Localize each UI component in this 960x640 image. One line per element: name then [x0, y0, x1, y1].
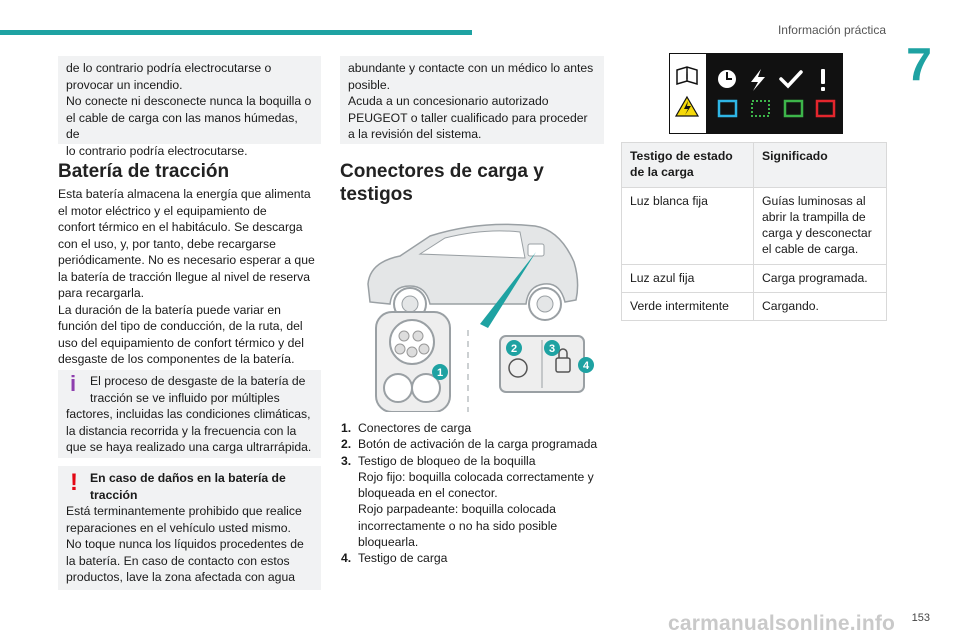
legend-text: incorrectamente o no ha sido posible [358, 518, 558, 533]
info-line: tracción se ve influido por múltiples [90, 390, 280, 405]
info-line: que se haya realizado una carga ultrarrápida. [66, 440, 312, 454]
charge-indicator-panel [669, 53, 843, 134]
table-header: Significado [754, 143, 887, 188]
warning-line: reparaciones en el vehículo usted mismo. [66, 520, 291, 535]
body-line: periódicamente. No es necesario esperar a que [58, 253, 315, 267]
callout-1-label: 1 [436, 367, 444, 379]
callout-4 [578, 357, 594, 373]
continued-warning-box [58, 56, 321, 158]
callout-3 [544, 340, 560, 356]
legend-item [341, 420, 606, 436]
legend-item [341, 436, 606, 452]
box-line: No conecte ni desconecte nunca la boquilla o [66, 94, 312, 108]
body-line: La duración de la batería puede variar en [58, 302, 281, 317]
table-cell: Cargando. [754, 293, 887, 321]
box-line: posible. [348, 77, 391, 92]
legend-number: 1. [341, 421, 352, 435]
charge-flap [528, 244, 544, 256]
svg-text:i: i [685, 71, 689, 81]
warning-title: En caso de daños en la batería de [90, 471, 286, 485]
legend-item [341, 550, 606, 566]
legend-item [341, 453, 606, 551]
clock-icon [718, 70, 736, 88]
callout-2-label: 2 [510, 343, 518, 355]
heading-charging-connectors [340, 160, 544, 206]
header-accent-bar [0, 30, 472, 35]
box-line: de lo contrario podría electrocutarse o [66, 61, 272, 75]
table-cell: Luz blanca fija [622, 187, 754, 264]
box-line: el cable de carga con las manos húmedas, de [66, 110, 298, 141]
legend-text: bloqueada en el conector. [358, 486, 498, 501]
legend-text: Rojo parpadeante: boquilla colocada [358, 502, 556, 517]
body-line: Esta batería almacena la energía que alimenta [58, 187, 311, 201]
warning-title: tracción [90, 487, 138, 502]
table-row [622, 264, 887, 292]
table-header: Testigo de estado de la carga [622, 143, 754, 188]
box-line: Acuda a un concesionario autorizado [348, 94, 549, 108]
callout-1 [432, 364, 448, 380]
info-icon: i [70, 371, 77, 396]
figure-legend [341, 420, 606, 567]
chapter-number: 7 [906, 38, 932, 90]
info-box [58, 370, 321, 458]
warning-line: No toque nunca los líquidos procedentes de [66, 537, 304, 551]
warning-line: Está terminantemente prohibido que realice [66, 504, 302, 518]
warning-icon: ! [70, 469, 78, 496]
body-line: uso del equipamiento de confort térmico y del [58, 335, 304, 350]
legend-text: Testigo de bloqueo de la boquilla [358, 453, 536, 468]
body-line: desgaste de los componentes de la batería. [58, 352, 295, 366]
body-line: con el uso, y, por tanto, debe recargarse [58, 236, 276, 251]
box-line: provocar un incendio. [66, 77, 183, 92]
table-row [622, 293, 887, 321]
table-header-row [622, 143, 887, 188]
legend-text: Rojo fijo: boquilla colocada correctamente y [358, 469, 594, 484]
table-row [622, 187, 887, 264]
info-line: factores, incluidas las condiciones climáticas, [66, 407, 311, 421]
legend-text: bloquearla. [358, 535, 419, 550]
box-line: abundante y contacte con un médico lo antes [348, 61, 594, 75]
warning-line: productos, lave la zona afectada con agua [66, 570, 296, 584]
table-cell: Luz azul fija [622, 264, 754, 292]
box-line: lo contrario podría electrocutarse. [66, 143, 248, 158]
box-line: a la revisión del sistema. [348, 127, 482, 141]
legend-number: 3. [341, 453, 352, 468]
charging-connector-illustration [360, 212, 596, 412]
info-line: la distancia recorrida y la frecuencia con la [66, 423, 297, 438]
table-cell: Carga programada. [754, 264, 887, 292]
heading-traction-battery: Batería de tracción [58, 161, 230, 182]
legend-text: Conectores de carga [358, 421, 472, 435]
table-cell: Verde intermitente [622, 293, 754, 321]
page-number: 153 [911, 612, 930, 624]
heading-line: Conectores de carga y [340, 161, 544, 182]
exclamation-icon [821, 69, 825, 91]
body-line: confort térmico en el habitáculo. Se descarga [58, 220, 303, 234]
legend-text: Botón de activación de la carga programada [358, 437, 598, 452]
legend-text: Testigo de carga [358, 551, 448, 566]
table-cell: Guías luminosas al abrir la trampilla de carga y desconectar el cable de carga. [754, 187, 887, 264]
continued-warning-box-2 [340, 56, 604, 144]
body-line: función del tipo de conducción, de la ruta, del [58, 319, 303, 333]
battery-description [58, 186, 323, 368]
charge-status-table [621, 142, 887, 321]
body-line: para recargarla. [58, 286, 145, 300]
legend-number: 4. [341, 551, 352, 566]
heading-line: testigos [340, 184, 413, 205]
callout-4-label: 4 [582, 360, 590, 372]
section-title: Información práctica [777, 23, 886, 37]
callout-3-label: 3 [548, 343, 556, 355]
warning-line: la batería. En caso de contacto con estos [66, 553, 290, 568]
body-line: el motor eléctrico y el equipamiento de [58, 203, 267, 218]
warning-box [58, 466, 321, 590]
body-line: la batería de tracción llegue al nivel de reserva [58, 269, 311, 284]
box-line: PEUGEOT o taller cualificado para proceder [348, 110, 588, 125]
callout-2 [506, 340, 522, 356]
legend-number: 2. [341, 437, 352, 452]
watermark: carmanualsonline.info [668, 612, 896, 635]
info-line: El proceso de desgaste de la batería de [90, 374, 306, 388]
